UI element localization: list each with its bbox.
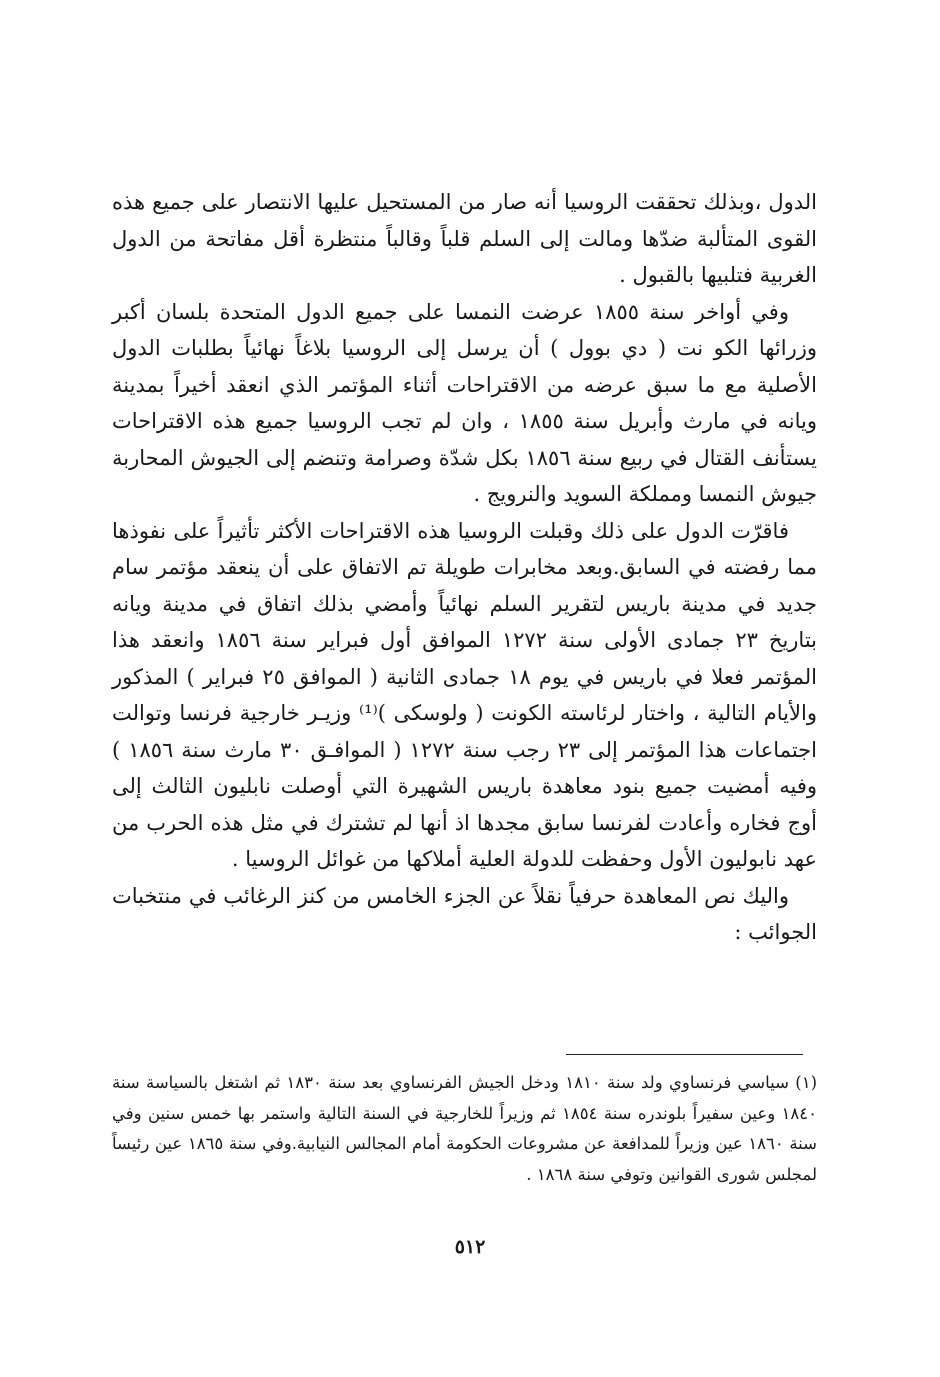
- footnote-1: (١) سياسي فرنساوي ولد سنة ١٨١٠ ودخل الجيش الفرنساوي بعد سنة ١٨٣٠ ثم اشتغل بالسياسة سنة ١٨٤٠ وعين سفيراً بلوندره سنة ١٨٥٤ ثم وزيراً للخارجية في السنة التالية واستمر بها خمس سنين وفي سنة ١٨٦٠ عين وزيراً للمدافعة عن مشروعات الحكومة أمام المجالس النيابية.وفي سنة ١٨٦٥ عين رئيساً لمجلس شورى القوانين وتوفي سنة ١٨٦٨ .: [112, 1073, 818, 1184]
- paragraph-4: واليك نص المعاهدة حرفياً نقلاً عن الجزء الخامس من كنز الرغائب في منتخبات الجوائب :: [112, 883, 817, 944]
- footnotes: [112, 1068, 817, 1190]
- page-number: ٥١٢: [454, 1236, 486, 1258]
- main-text: [112, 184, 817, 951]
- paragraph-1: الدول ،وبذلك تحققت الروسيا أنه صار من المستحيل عليها الانتصار على جميع هذه القوى المتألبة ضدّها ومالت إلى السلم قلباً وقالباً منتظرة أقل مفاتحة من الدول الغربية فتلبيها بالقبول .: [112, 190, 817, 287]
- paragraph-3: فاقرّت الدول على ذلك وقبلت الروسيا هذه الاقتراحات الأكثر تأثيراً على نفوذها مما رفضته في السابق.وبعد مخابرات طويلة تم الاتفاق على أن ينعقد مؤتمر سام جديد في مدينة باريس لتقرير السلم نهائياً وأمضي بذلك اتفاق في مدينة ويانه بتاريخ ٢٣ جمادى الأولى سنة ١٢٧٢ الموافق أول فبراير سنة ١٨٥٦ وانعقد هذا المؤتمر فعلا في باريس في يوم ١٨ جمادى الثانية ( الموافق ٢٥ فبراير ) المذكور والأيام التالية ، واختار لرئاسته الكونت ( ولوسكى )⁽¹⁾ وزيـر خارجية فرنسا وتوالت اجتماعات هذا المؤتمر إلى ٢٣ رجب سنة ١٢٧٢ ( الموافـق ٣٠ مارث سنة ١٨٥٦ ) وفيه أمضيت جميع بنود معاهدة باريس الشهيرة التي أوصلت نابليون الثالث إلى أوج فخاره وأعادت لفرنسا سابق مجدها اذ أنها لم تشترك في مثل هذه الحرب من عهد نابوليون الأول وحفظت للدولة العلية أملاكها من غوائل الروسيا .: [112, 518, 818, 871]
- footnote-divider: [566, 1054, 803, 1055]
- paragraph-2: وفي أواخر سنة ١٨٥٥ عرضت النمسا على جميع الدول المتحدة بلسان أكبر وزرائها الكو نت ( دي بوول ) أن يرسل إلى الروسيا بلاغاً نهائياً بطلبات الدول الأصلية مع ما سبق عرضه من الاقتراحات أثناء المؤتمر الذي انعقد أخيراً بمدينة ويانه في مارث وأبريل سنة ١٨٥٥ ، وان لم تجب الروسيا جميع هذه الاقتراحات يستأنف القتال في ربيع سنة ١٨٥٦ بكل شدّة وصرامة وتنضم إلى الجيوش المحاربة جيوش النمسا ومملكة السويد والنرويج .: [112, 299, 817, 506]
